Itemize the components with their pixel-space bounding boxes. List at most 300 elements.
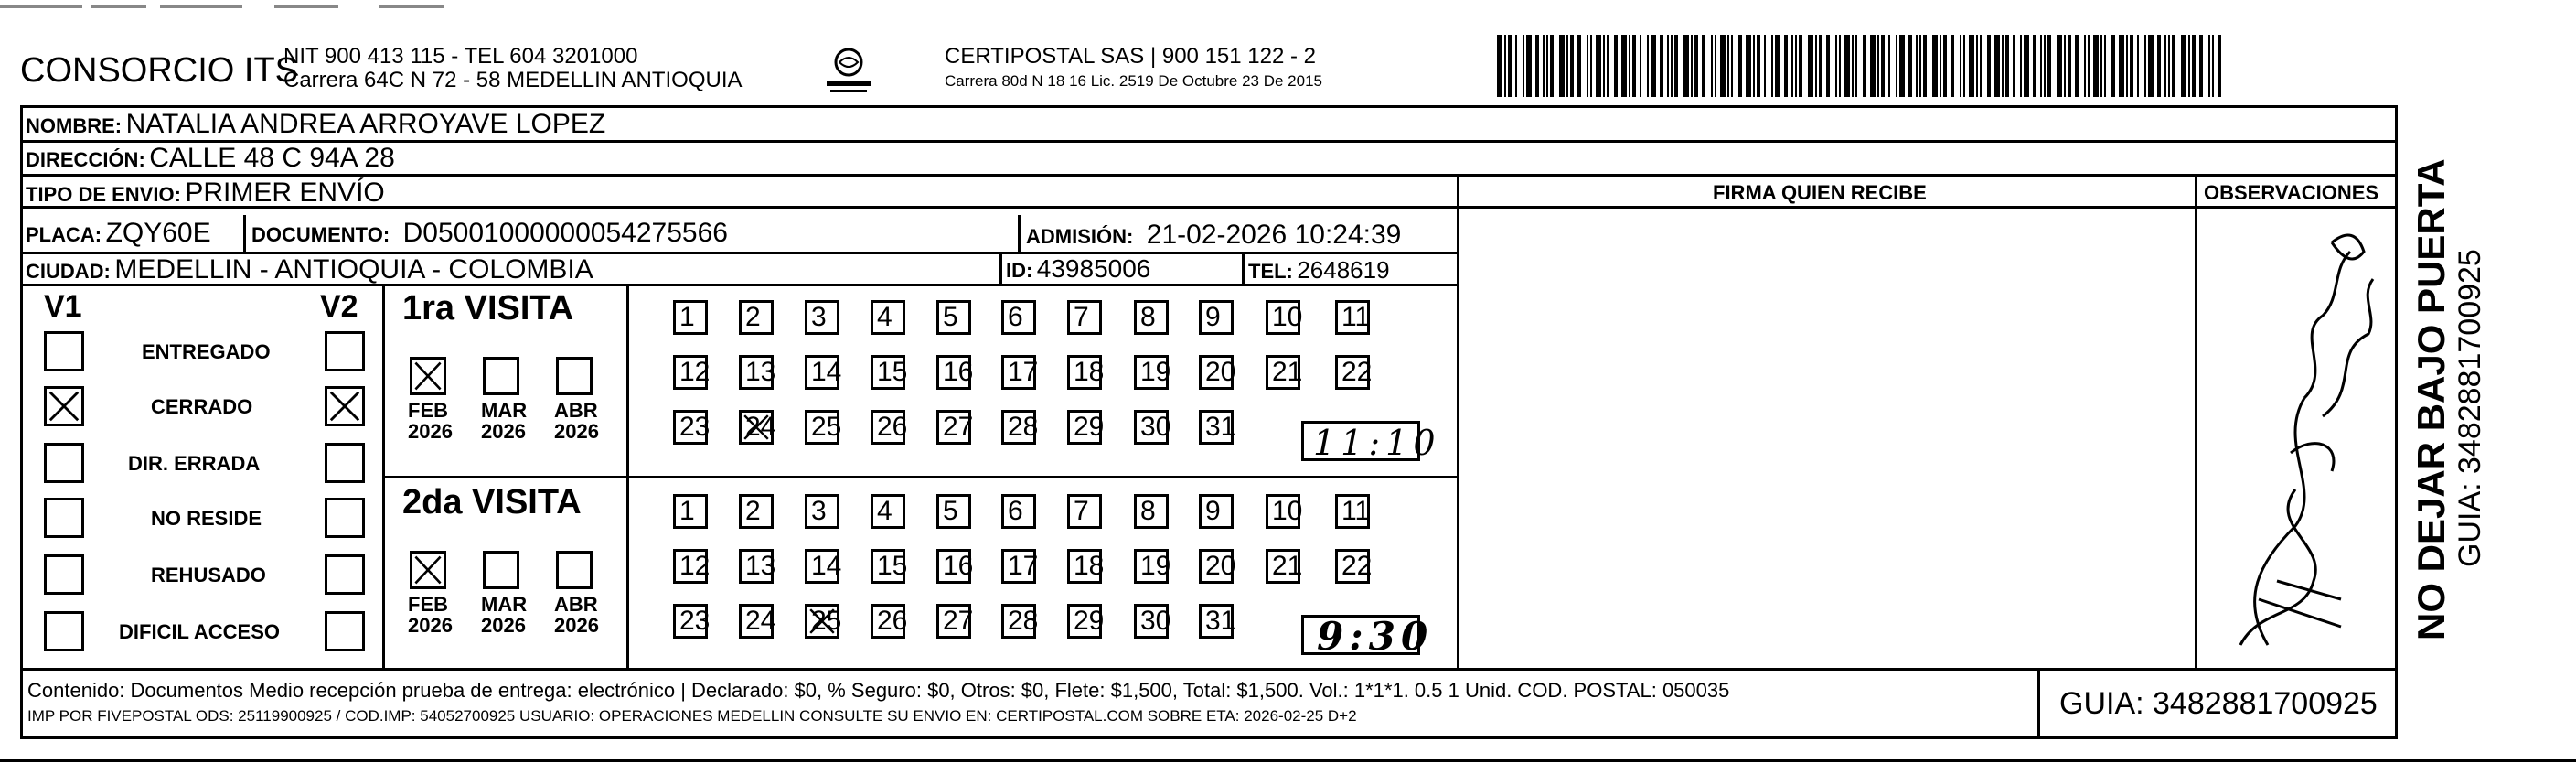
visit-month-label: FEB bbox=[408, 593, 448, 616]
day-box[interactable] bbox=[739, 355, 774, 390]
barcode-bar bbox=[2047, 35, 2051, 97]
visit-year-label: 2026 bbox=[481, 614, 526, 637]
barcode-bar bbox=[1550, 35, 1554, 97]
barcode-bar bbox=[2188, 35, 2190, 97]
id-row bbox=[1006, 256, 1150, 282]
day-box[interactable] bbox=[1199, 355, 1234, 390]
footer-guia: GUIA: 3482881700925 bbox=[2059, 686, 2378, 721]
day-number: 15 bbox=[877, 551, 908, 581]
city-value: MEDELLIN - ANTIOQUIA - COLOMBIA bbox=[114, 254, 593, 285]
visit-year-label: 2026 bbox=[481, 420, 526, 443]
day-number: 11 bbox=[1341, 496, 1371, 526]
barcode-bar bbox=[1614, 35, 1618, 97]
barcode-bar bbox=[1526, 35, 1532, 97]
day-number: 12 bbox=[679, 357, 711, 387]
day-number: 30 bbox=[1140, 412, 1171, 442]
barcode-bar bbox=[1566, 35, 1568, 97]
day-number: 20 bbox=[1205, 551, 1236, 581]
day-number: 22 bbox=[1341, 551, 1373, 581]
barcode-bar bbox=[1994, 35, 2000, 97]
barcode-bar bbox=[1908, 35, 1912, 97]
status-v2-checkbox[interactable] bbox=[325, 331, 365, 371]
day-number: 1 bbox=[679, 302, 695, 332]
day-number: 21 bbox=[1272, 551, 1303, 581]
day-number: 11 bbox=[1341, 302, 1371, 332]
barcode-bar bbox=[2002, 35, 2004, 97]
day-box[interactable] bbox=[1067, 549, 1105, 584]
visit-month-checkbox[interactable] bbox=[410, 551, 446, 589]
plate-label: PLACA: bbox=[26, 223, 102, 246]
barcode-bar bbox=[1969, 35, 1974, 97]
barcode-bar bbox=[1844, 35, 1850, 97]
barcode-bar bbox=[1731, 35, 1733, 97]
day-box[interactable] bbox=[1001, 300, 1036, 335]
visit-month-checkbox[interactable] bbox=[483, 551, 519, 589]
document-value: D05001000000054275566 bbox=[402, 218, 728, 248]
barcode-bar bbox=[1899, 35, 1905, 97]
visit-year-label: 2026 bbox=[408, 420, 453, 443]
day-number: 15 bbox=[877, 357, 908, 387]
day-box[interactable] bbox=[1001, 604, 1039, 639]
day-box[interactable] bbox=[1067, 300, 1102, 335]
status-v2-checkbox[interactable] bbox=[325, 554, 365, 595]
day-box[interactable] bbox=[936, 549, 974, 584]
barcode-bar bbox=[1508, 35, 1512, 97]
day-box[interactable] bbox=[1199, 549, 1234, 584]
day-box[interactable] bbox=[1199, 604, 1234, 639]
barcode-bar bbox=[1671, 35, 1673, 97]
barcode-bar bbox=[1621, 35, 1627, 97]
barcode-bar bbox=[1543, 35, 1545, 97]
visit-month-label: ABR bbox=[554, 593, 598, 616]
barcode-bar bbox=[1660, 35, 1663, 97]
admission-value: 21-02-2026 10:24:39 bbox=[1146, 220, 1402, 250]
day-box[interactable] bbox=[739, 494, 774, 529]
barcode-bar bbox=[2024, 35, 2029, 97]
day-number: 23 bbox=[679, 412, 711, 442]
id-value: 43985006 bbox=[1036, 254, 1151, 283]
status-option-label: ENTREGADO bbox=[142, 340, 271, 363]
barcode-bar bbox=[2119, 35, 2124, 97]
barcode-bar bbox=[2084, 35, 2086, 97]
visit-year-label: 2026 bbox=[554, 614, 599, 637]
barcode-bar bbox=[2033, 35, 2036, 97]
barcode-bar bbox=[2100, 35, 2102, 97]
day-box[interactable] bbox=[1335, 494, 1370, 529]
name-row bbox=[26, 111, 605, 138]
day-number: 23 bbox=[679, 606, 711, 636]
day-number: 17 bbox=[1008, 357, 1039, 387]
day-box[interactable] bbox=[805, 494, 839, 529]
barcode-bar bbox=[1667, 35, 1669, 97]
document-label: DOCUMENTO: bbox=[251, 223, 390, 246]
day-box[interactable] bbox=[805, 355, 842, 390]
day-number: 7 bbox=[1074, 302, 1089, 332]
barcode-bar bbox=[1504, 35, 1506, 97]
status-v1-checkbox[interactable] bbox=[44, 611, 84, 651]
barcode-bar bbox=[1596, 35, 1601, 97]
day-box[interactable] bbox=[1067, 355, 1105, 390]
day-number: 8 bbox=[1140, 302, 1156, 332]
barcode-bar bbox=[2172, 35, 2175, 97]
day-box[interactable] bbox=[1199, 494, 1234, 529]
barcode-bar bbox=[1888, 35, 1890, 97]
barcode-bar bbox=[1877, 35, 1879, 97]
barcode-bar bbox=[2137, 35, 2139, 97]
visit-title: 1ra VISITA bbox=[402, 289, 574, 328]
barcode-bar bbox=[1916, 35, 1918, 97]
day-box[interactable] bbox=[871, 549, 908, 584]
barcode-bar bbox=[1590, 35, 1592, 97]
day-box[interactable] bbox=[1266, 300, 1303, 335]
visit-year-label: 2026 bbox=[408, 614, 453, 637]
day-box[interactable] bbox=[673, 410, 711, 445]
visit-month-checkbox[interactable] bbox=[556, 551, 593, 589]
status-v1-checkbox[interactable] bbox=[44, 443, 84, 483]
v1-label: V1 bbox=[44, 289, 82, 324]
barcode-bar bbox=[2044, 35, 2046, 97]
day-box[interactable] bbox=[871, 494, 905, 529]
status-v2-checkbox[interactable] bbox=[325, 386, 365, 426]
day-box[interactable] bbox=[871, 604, 908, 639]
barcode-bar bbox=[2212, 35, 2214, 97]
visit-month-checkbox[interactable] bbox=[483, 357, 519, 395]
day-box[interactable] bbox=[1134, 355, 1169, 390]
day-box[interactable] bbox=[673, 355, 711, 390]
day-box[interactable] bbox=[936, 494, 971, 529]
send-type-row bbox=[26, 179, 385, 207]
day-box[interactable] bbox=[739, 300, 774, 335]
day-box[interactable] bbox=[739, 549, 774, 584]
barcode-bar bbox=[1559, 35, 1565, 97]
handwritten-signature bbox=[2204, 215, 2387, 663]
barcode-bar bbox=[1746, 35, 1751, 97]
day-box[interactable] bbox=[871, 410, 908, 445]
day-box[interactable] bbox=[1199, 410, 1234, 445]
day-number: 19 bbox=[1140, 551, 1171, 581]
day-number: 6 bbox=[1008, 302, 1023, 332]
side-text bbox=[2412, 110, 2495, 640]
barcode-bar bbox=[2126, 35, 2128, 97]
barcode-bar bbox=[2064, 35, 2066, 97]
day-number: 13 bbox=[745, 357, 776, 387]
day-number: 27 bbox=[943, 412, 974, 442]
barcode-bar bbox=[1497, 35, 1502, 97]
observations-label: OBSERVACIONES bbox=[2204, 181, 2379, 204]
barcode-bar bbox=[1826, 35, 1830, 97]
barcode-bar bbox=[1839, 35, 1841, 97]
visit-year-label: 2026 bbox=[554, 420, 599, 443]
day-box[interactable] bbox=[936, 410, 974, 445]
tel-row bbox=[1248, 258, 1390, 282]
day-number: 7 bbox=[1074, 496, 1089, 526]
day-number: 24 bbox=[745, 412, 776, 442]
day-box[interactable] bbox=[936, 355, 974, 390]
barcode bbox=[1497, 35, 2221, 97]
day-number: 18 bbox=[1074, 551, 1105, 581]
barcode-bar bbox=[2093, 35, 2099, 97]
barcode-bar bbox=[1896, 35, 1897, 97]
barcode-bar bbox=[1757, 35, 1760, 97]
day-box[interactable] bbox=[1134, 549, 1169, 584]
barcode-bar bbox=[1863, 35, 1866, 97]
day-number: 28 bbox=[1008, 606, 1039, 636]
barcode-bar bbox=[1711, 35, 1713, 97]
status-v1-checkbox[interactable] bbox=[44, 554, 84, 595]
day-number: 2 bbox=[745, 496, 761, 526]
day-box[interactable] bbox=[1067, 410, 1105, 445]
day-box[interactable] bbox=[1001, 410, 1039, 445]
barcode-bar bbox=[1764, 35, 1766, 97]
barcode-bar bbox=[1870, 35, 1876, 97]
day-box[interactable] bbox=[1134, 300, 1169, 335]
barcode-bar bbox=[1720, 35, 1726, 97]
day-box[interactable] bbox=[673, 604, 711, 639]
barcode-bar bbox=[2148, 35, 2154, 97]
day-number: 26 bbox=[877, 412, 908, 442]
barcode-bar bbox=[1702, 35, 1705, 97]
barcode-bar bbox=[1819, 35, 1822, 97]
visit-month-label: FEB bbox=[408, 399, 448, 422]
barcode-bar bbox=[2181, 35, 2186, 97]
day-box[interactable] bbox=[805, 549, 842, 584]
tel-value: 2648619 bbox=[1297, 256, 1390, 284]
day-box[interactable] bbox=[673, 549, 711, 584]
day-box[interactable] bbox=[739, 604, 774, 639]
barcode-bar bbox=[1515, 35, 1517, 97]
barcode-bar bbox=[2040, 35, 2042, 97]
day-number: 9 bbox=[1205, 496, 1221, 526]
status-option-label: CERRADO bbox=[151, 395, 253, 418]
barcode-bar bbox=[2130, 35, 2133, 97]
barcode-bar bbox=[1799, 35, 1802, 97]
day-number: 10 bbox=[1272, 302, 1303, 332]
barcode-bar bbox=[2075, 35, 2079, 97]
barcode-bar bbox=[1976, 35, 1978, 97]
handwritten-time-visit-1: 11:10 bbox=[1301, 421, 1420, 461]
day-box[interactable] bbox=[1134, 494, 1169, 529]
day-box[interactable] bbox=[805, 604, 842, 639]
day-number: 17 bbox=[1008, 551, 1039, 581]
day-number: 19 bbox=[1140, 357, 1171, 387]
plate-value: ZQY60E bbox=[105, 218, 211, 248]
visit-month-label: MAR bbox=[481, 399, 528, 422]
barcode-bar bbox=[1647, 35, 1649, 97]
barcode-bar bbox=[1523, 35, 1524, 97]
day-number: 4 bbox=[877, 302, 893, 332]
side-instruction: NO DEJAR BAJO PUERTA bbox=[2410, 158, 2453, 640]
barcode-bar bbox=[1753, 35, 1755, 97]
barcode-bar bbox=[1791, 35, 1793, 97]
tel-label: TEL: bbox=[1248, 260, 1293, 283]
day-box[interactable] bbox=[871, 355, 908, 390]
barcode-bar bbox=[1855, 35, 1857, 97]
barcode-bar bbox=[1674, 35, 1678, 97]
day-number: 5 bbox=[943, 496, 958, 526]
day-box[interactable] bbox=[1266, 494, 1303, 529]
barcode-bar bbox=[2111, 35, 2115, 97]
day-box[interactable] bbox=[936, 604, 974, 639]
barcode-bar bbox=[1629, 35, 1630, 97]
side-guia: GUIA: 3482881700925 bbox=[2453, 249, 2487, 567]
status-v2-checkbox[interactable] bbox=[325, 611, 365, 651]
barcode-bar bbox=[2192, 35, 2196, 97]
day-number: 28 bbox=[1008, 412, 1039, 442]
day-box[interactable] bbox=[1335, 300, 1370, 335]
day-box[interactable] bbox=[1266, 355, 1303, 390]
day-number: 13 bbox=[745, 551, 776, 581]
barcode-bar bbox=[1784, 35, 1788, 97]
status-v1-checkbox[interactable] bbox=[44, 331, 84, 371]
day-box[interactable] bbox=[1199, 300, 1234, 335]
postal-company: CERTIPOSTAL SAS | 900 151 122 - 2 bbox=[945, 44, 1316, 69]
day-number: 30 bbox=[1140, 606, 1171, 636]
company-nit: NIT 900 413 115 - TEL 604 3201000 bbox=[283, 44, 638, 69]
day-box[interactable] bbox=[1266, 549, 1303, 584]
barcode-bar bbox=[1987, 35, 1991, 97]
day-number: 31 bbox=[1205, 606, 1236, 636]
id-label: ID: bbox=[1006, 259, 1033, 282]
visit-month-checkbox[interactable] bbox=[410, 357, 446, 395]
barcode-bar bbox=[2164, 35, 2166, 97]
recipient-name: NATALIA ANDREA ARROYAVE LOPEZ bbox=[125, 109, 606, 139]
status-v1-checkbox[interactable] bbox=[44, 498, 84, 538]
barcode-bar bbox=[1546, 35, 1548, 97]
day-box[interactable] bbox=[1134, 604, 1169, 639]
barcode-bar bbox=[1932, 35, 1938, 97]
status-option-label: NO RESIDE bbox=[151, 507, 262, 530]
barcode-bar bbox=[2057, 35, 2062, 97]
day-box[interactable] bbox=[1067, 604, 1105, 639]
footer-line-1: Contenido: Documentos Medio recepción prueba de entrega: electrónico | Declarado: $0, % Seguro: $0, Otros: $0, Flete: $1,500, Total: $1,500. Vol.: 1*1*1. 0.5 1 Unid. COD. POSTAL: 050035 bbox=[27, 679, 1730, 702]
barcode-bar bbox=[1980, 35, 1982, 97]
barcode-bar bbox=[1640, 35, 1641, 97]
day-number: 20 bbox=[1205, 357, 1236, 387]
day-number: 14 bbox=[811, 551, 842, 581]
name-label: NOMBRE: bbox=[26, 114, 123, 137]
day-number: 4 bbox=[877, 496, 893, 526]
admission-label: ADMISIÓN: bbox=[1026, 225, 1134, 248]
barcode-bar bbox=[2208, 35, 2210, 97]
day-box[interactable] bbox=[805, 300, 839, 335]
barcode-bar bbox=[1727, 35, 1729, 97]
plate-row bbox=[26, 220, 211, 247]
barcode-bar bbox=[1577, 35, 1581, 97]
barcode-bar bbox=[1535, 35, 1539, 97]
status-option-label: DIFICIL ACCESO bbox=[119, 620, 281, 643]
barcode-bar bbox=[1881, 35, 1885, 97]
visit-month-label: MAR bbox=[481, 593, 528, 616]
barcode-bar bbox=[1632, 35, 1636, 97]
barcode-bar bbox=[1775, 35, 1780, 97]
barcode-bar bbox=[1951, 35, 1954, 97]
day-box[interactable] bbox=[739, 410, 774, 445]
day-box[interactable] bbox=[1001, 494, 1036, 529]
barcode-bar bbox=[1808, 35, 1813, 97]
barcode-bar bbox=[1607, 35, 1609, 97]
barcode-bar bbox=[2218, 35, 2221, 97]
day-box[interactable] bbox=[936, 300, 971, 335]
barcode-bar bbox=[1963, 35, 1965, 97]
barcode-bar bbox=[1835, 35, 1837, 97]
address-label: DIRECCIÓN: bbox=[26, 148, 145, 171]
day-number: 18 bbox=[1074, 357, 1105, 387]
day-number: 10 bbox=[1272, 496, 1303, 526]
day-box[interactable] bbox=[1001, 355, 1039, 390]
barcode-bar bbox=[1738, 35, 1742, 97]
barcode-bar bbox=[1587, 35, 1588, 97]
status-v2-checkbox[interactable] bbox=[325, 498, 365, 538]
barcode-bar bbox=[1923, 35, 1927, 97]
day-number: 1 bbox=[679, 496, 695, 526]
barcode-bar bbox=[1852, 35, 1854, 97]
city-row bbox=[26, 256, 593, 284]
visit-month-label: ABR bbox=[554, 399, 598, 422]
status-v2-checkbox[interactable] bbox=[325, 443, 365, 483]
barcode-bar bbox=[2068, 35, 2071, 97]
day-number: 5 bbox=[943, 302, 958, 332]
barcode-bar bbox=[1919, 35, 1921, 97]
day-box[interactable] bbox=[1067, 494, 1102, 529]
recipient-address: CALLE 48 C 94A 28 bbox=[149, 143, 395, 173]
day-box[interactable] bbox=[1335, 549, 1373, 584]
barcode-bar bbox=[2104, 35, 2106, 97]
day-number: 25 bbox=[811, 412, 842, 442]
day-number: 24 bbox=[745, 606, 776, 636]
send-type-label: TIPO DE ENVIO: bbox=[26, 183, 181, 206]
day-box[interactable] bbox=[1134, 410, 1169, 445]
visit-month-checkbox[interactable] bbox=[556, 357, 593, 395]
day-number: 26 bbox=[877, 606, 908, 636]
day-number: 3 bbox=[811, 302, 827, 332]
visit-title: 2da VISITA bbox=[402, 483, 582, 521]
day-number: 25 bbox=[811, 606, 842, 636]
day-number: 3 bbox=[811, 496, 827, 526]
barcode-bar bbox=[1570, 35, 1574, 97]
barcode-bar bbox=[1795, 35, 1797, 97]
company-name: CONSORCIO ITS bbox=[20, 51, 299, 90]
signature-label: FIRMA QUIEN RECIBE bbox=[1713, 181, 1927, 204]
barcode-bar bbox=[2144, 35, 2146, 97]
day-box[interactable] bbox=[871, 300, 905, 335]
day-number: 31 bbox=[1205, 412, 1236, 442]
day-number: 14 bbox=[811, 357, 842, 387]
day-number: 12 bbox=[679, 551, 711, 581]
company-address: Carrera 64C N 72 - 58 MEDELLIN ANTIOQUIA bbox=[283, 68, 743, 92]
barcode-bar bbox=[2020, 35, 2022, 97]
barcode-bar bbox=[2199, 35, 2203, 97]
day-box[interactable] bbox=[673, 300, 708, 335]
barcode-bar bbox=[1715, 35, 1716, 97]
day-box[interactable] bbox=[1001, 549, 1039, 584]
barcode-bar bbox=[1691, 35, 1693, 97]
admission-row bbox=[1026, 221, 1401, 249]
barcode-bar bbox=[1603, 35, 1605, 97]
day-box[interactable] bbox=[1335, 355, 1373, 390]
address-row bbox=[26, 145, 395, 172]
status-v1-checkbox[interactable] bbox=[44, 386, 84, 426]
day-number: 29 bbox=[1074, 606, 1105, 636]
barcode-bar bbox=[1943, 35, 1947, 97]
send-type-value: PRIMER ENVÍO bbox=[185, 177, 385, 208]
day-number: 29 bbox=[1074, 412, 1105, 442]
document-row bbox=[251, 220, 728, 247]
day-box[interactable] bbox=[805, 410, 842, 445]
barcode-bar bbox=[1683, 35, 1689, 97]
day-box[interactable] bbox=[673, 494, 708, 529]
barcode-bar bbox=[1940, 35, 1941, 97]
v2-label: V2 bbox=[320, 289, 358, 324]
